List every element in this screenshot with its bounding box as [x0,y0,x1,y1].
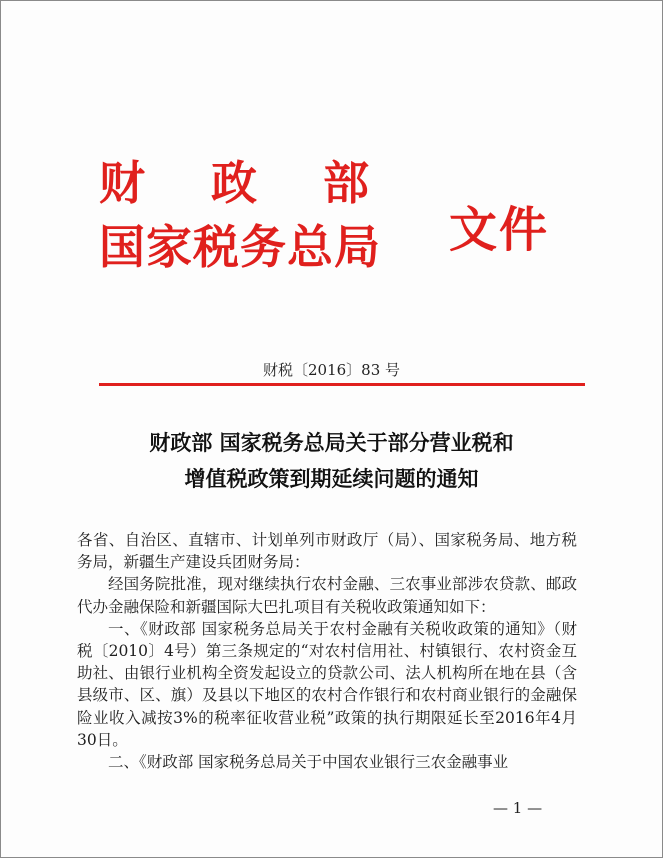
issuer-document-suffix: 文件 [449,202,550,258]
issuer-ministry-of-finance: 财政部 [99,156,435,210]
document-title [1,425,662,497]
document-number: 财税〔2016〕83 号 [262,361,401,379]
intro-paragraph: 经国务院批准，现对继续执行农村金融、三农事业部涉农贷款、邮政代办金融保险和新疆国际大巴扎项目有关税收政策通知如下： [77,575,577,616]
item-2-paragraph: 二、《财政部 国家税务总局关于中国农业银行三农金融事业 [108,753,509,772]
document-body [77,529,577,773]
addressee-paragraph: 各省、自治区、直辖市、计划单列市财政厅（局）、国家税务局、地方税务局，新疆生产建设兵团财务局： [77,531,577,572]
item-1-paragraph: 一、《财政部 国家税务总局关于农村金融有关税收政策的通知》（财税〔2010〕4号）第三条规定的“对农村信用社、村镇银行、农村资金互助社、由银行业机构全资发起设立的贷款公司、法人机构所在地在县（含县级市、区、旗）及县以下地区的农村合作银行和农村商业银行的金融保险业收入减按3%的税率征收营业税”政策的执行期限延长至2016年4月30日。 [77,619,577,749]
title-line-2: 增值税政策到期延续问题的通知 [184,466,479,491]
issuer-state-taxation-administration: 国家税务总局 [99,220,381,274]
red-divider-line [99,383,585,386]
title-line-1: 财政部 国家税务总局关于部分营业税和 [149,430,514,455]
page-number: — 1 — [493,799,543,817]
